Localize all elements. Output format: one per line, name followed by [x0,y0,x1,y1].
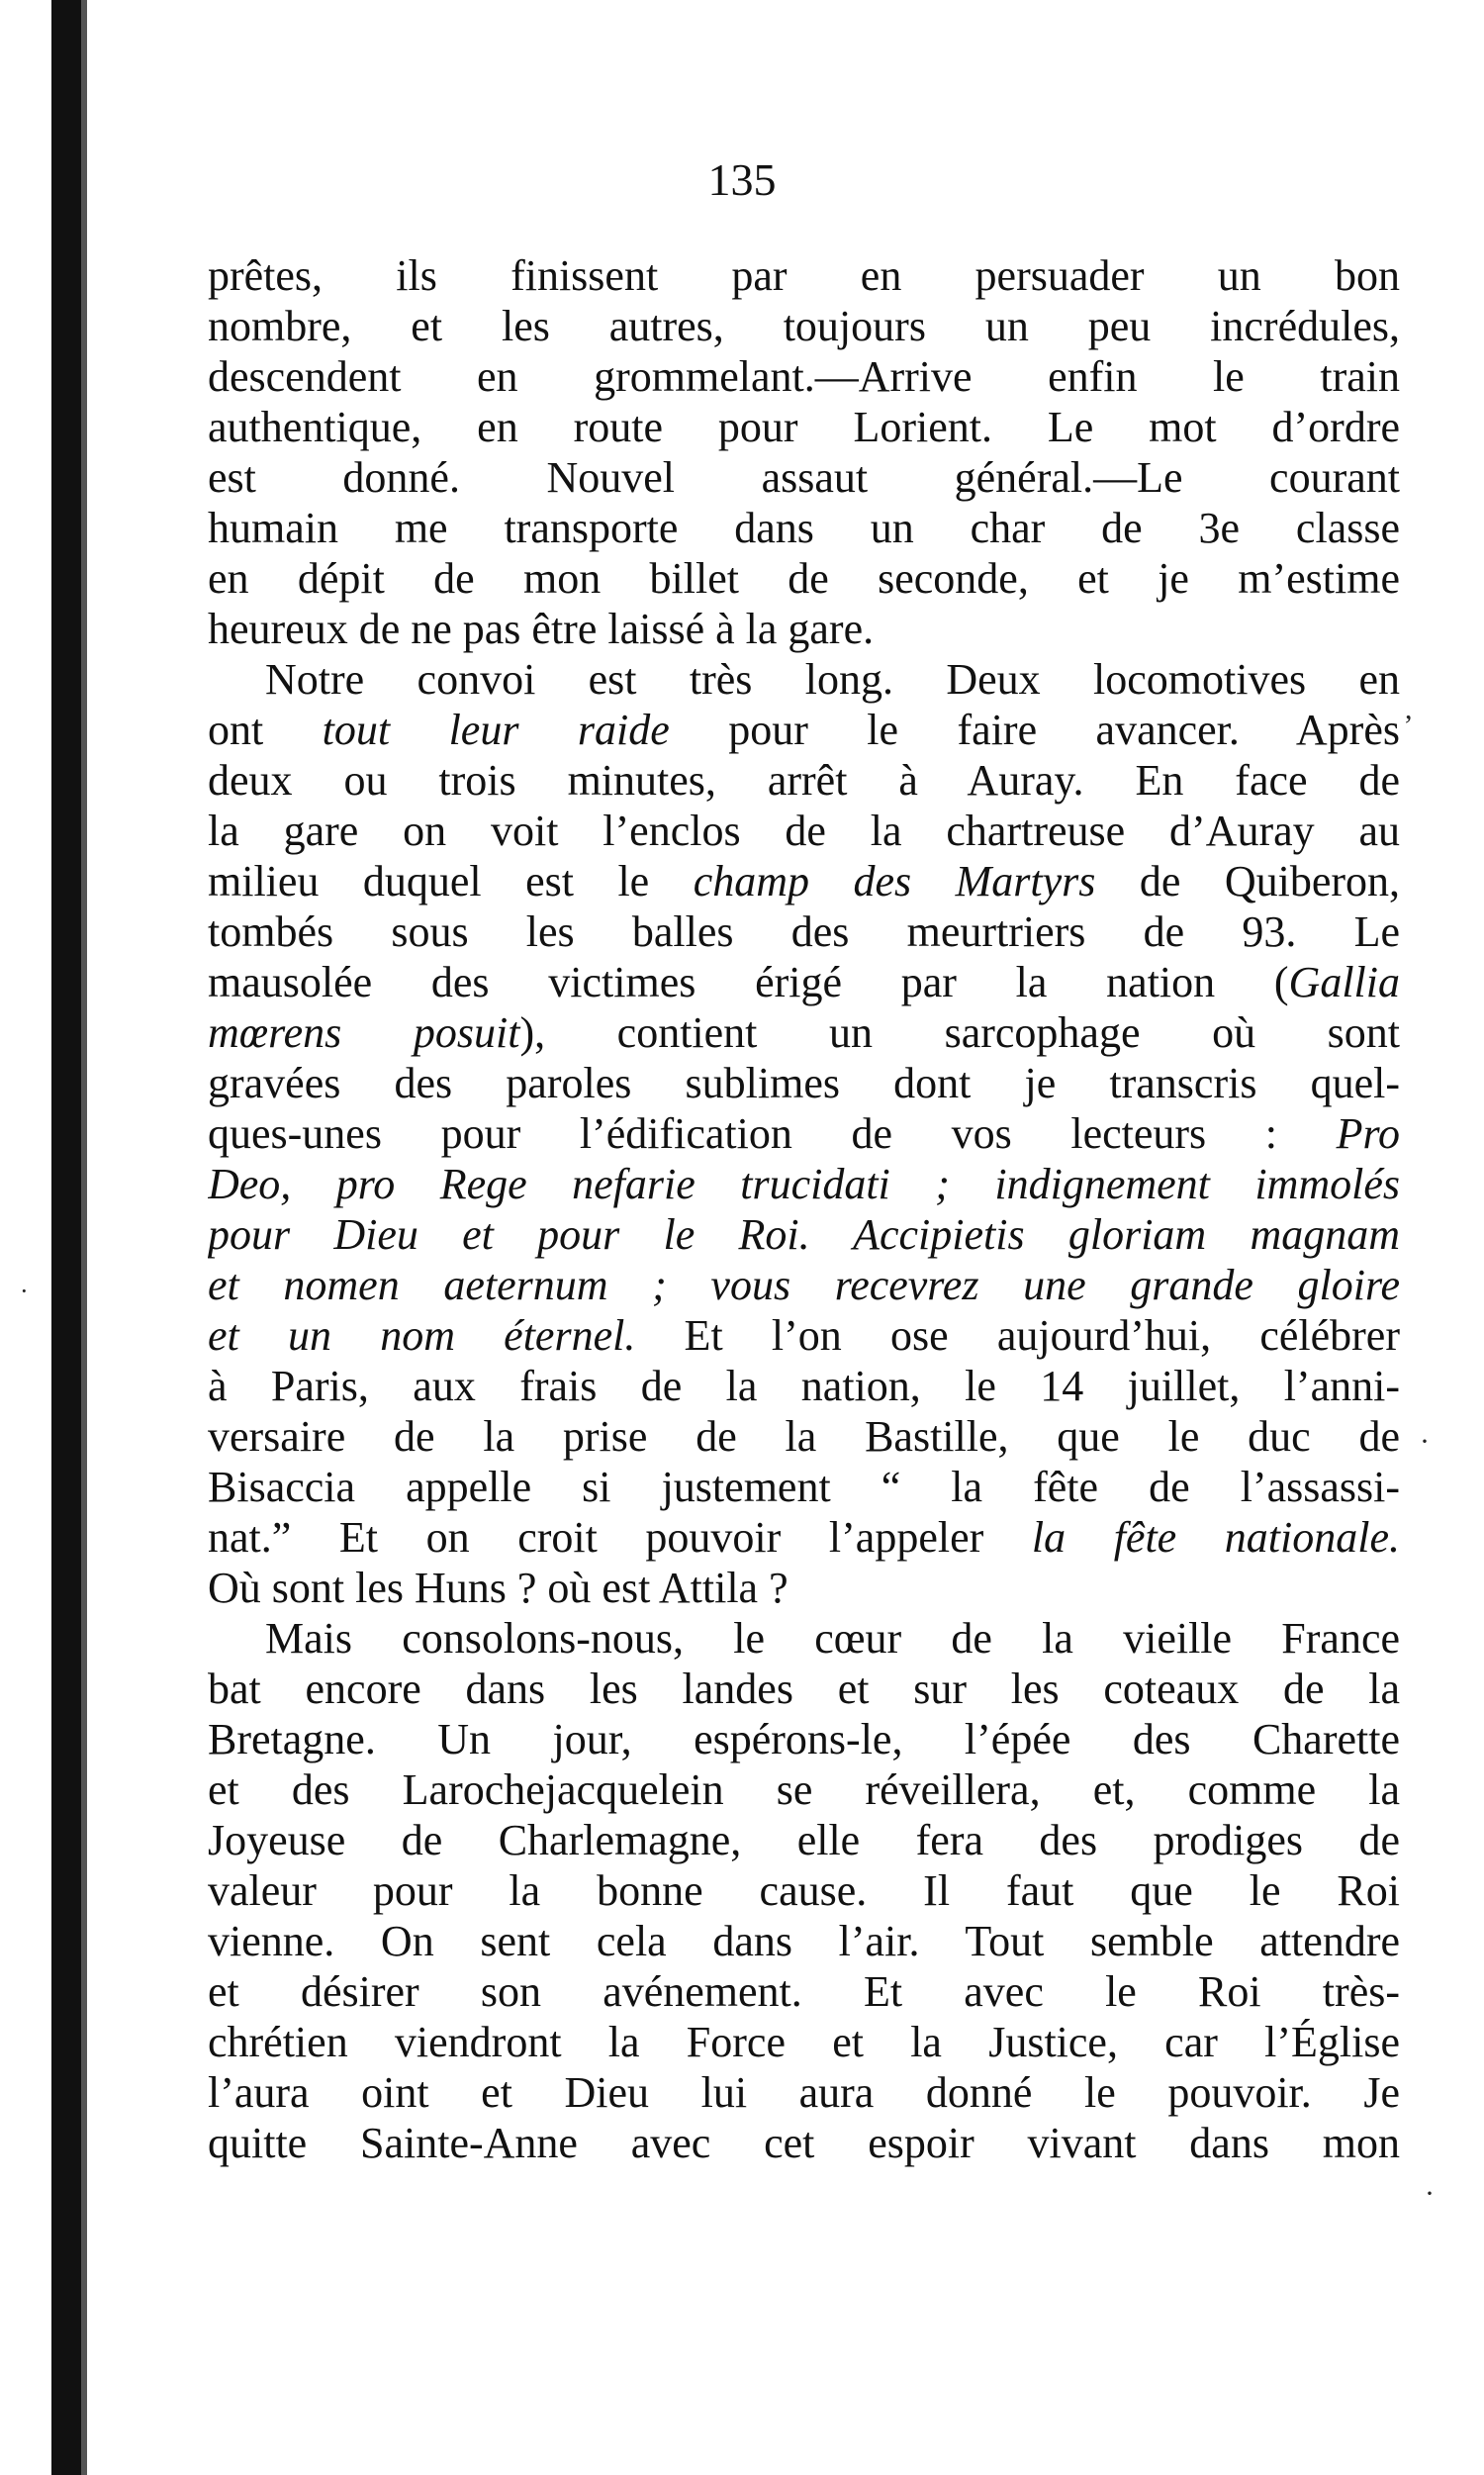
text-run: milieu duquel est le [208,857,694,905]
text-line [208,1462,1400,1512]
text-run: et désirer son avénement. Et avec le Roi très- [208,1967,1400,2016]
binding-shadow-edge [81,0,87,2475]
text-line [208,906,1400,957]
text-line [208,1815,1400,1865]
text-line [208,1916,1400,1966]
text-line [208,1058,1400,1108]
text-run: Mais consolons-nous, le cœur de la vieille France [265,1614,1400,1663]
text-run: nombre, et les autres, toujours un peu incrédules, [208,302,1400,350]
text-line [208,1007,1400,1058]
text-line [208,1411,1400,1462]
text-run: nat.” Et on croit pouvoir l’appeler [208,1513,1032,1562]
text-run: ), contient un sarcophage où sont [519,1008,1400,1057]
text-run: mausolée des victimes érigé par la nation ( [208,958,1289,1006]
text-line [208,1563,1400,1613]
text-line [208,856,1400,906]
text-line [208,2067,1400,2118]
text-line [208,301,1400,351]
text-run: à Paris, aux frais de la nation, le 14 juillet, l’anni- [208,1362,1400,1410]
scan-speck: · [1425,2177,1435,2210]
page-number: 135 [707,154,777,205]
text-run: bat encore dans les landes et sur les coteaux de la [208,1665,1400,1713]
italic-text: Gallia [1288,958,1400,1006]
text-run: Bretagne. Un jour, espérons-le, l’épée des Charette [208,1715,1400,1763]
text-line [208,1714,1400,1764]
scan-speck: · [20,1277,29,1305]
text-run: pour le faire avancer. Après [669,706,1400,754]
text-line [208,755,1400,806]
text-run: deux ou trois minutes, arrêt à Auray. En face de [208,756,1400,805]
text-line [208,1108,1400,1159]
text-run: tombés sous les balles des meurtriers de 93. Le [208,907,1400,956]
text-run: la gare on voit l’enclos de la chartreuse d’Auray au [208,807,1400,855]
text-line [208,250,1400,301]
text-run: Et l’on ose aujourd’hui, célébrer [635,1311,1400,1360]
text-line [208,503,1400,553]
text-run: Joyeuse de Charlemagne, elle fera des prodiges de [208,1816,1400,1864]
text-line [208,1159,1400,1209]
italic-text: Pro [1336,1109,1400,1158]
text-line [208,452,1400,503]
italic-text: la fête nationale. [1031,1513,1400,1562]
italic-text: tout leur raide [322,706,670,754]
text-run: en dépit de mon billet de seconde, et je m’estime [208,554,1400,603]
text-run: versaire de la prise de la Bastille, que le duc de [208,1412,1400,1461]
italic-text: champ des Martyrs [693,857,1096,905]
text-run: prêtes, ils finissent par en persuader un bon [208,251,1400,300]
text-line [208,1512,1400,1563]
text-run: de Quiberon, [1095,857,1400,905]
text-run: vienne. On sent cela dans l’air. Tout semble attendre [208,1917,1400,1965]
text-run: gravées des paroles sublimes dont je transcris quel- [208,1059,1400,1107]
text-run: ont [208,706,323,754]
text-line [208,1613,1400,1664]
text-run: valeur pour la bonne cause. Il faut que le Roi [208,1866,1400,1915]
text-run: Où sont les Huns ? où est Attila ? [208,1564,788,1612]
text-line [208,705,1400,755]
text-line [208,1664,1400,1714]
italic-text: et un nom éternel. [208,1311,636,1360]
text-line [208,553,1400,604]
text-line [208,957,1400,1007]
text-run: Notre convoi est très long. Deux locomotives en [265,655,1400,704]
italic-text: mœrens posuit [208,1008,520,1057]
text-line [208,351,1400,402]
text-line [208,1966,1400,2017]
text-run: Bisaccia appelle si justement “ la fête de l’assassi- [208,1463,1400,1511]
text-line [208,1310,1400,1361]
scan-speck: , [1405,693,1413,725]
text-line [208,1764,1400,1815]
text-line [208,1209,1400,1260]
text-run: descendent en grommelant.—Arrive enfin le train [208,352,1400,401]
binding-shadow [51,0,81,2475]
text-run: ques-unes pour l’édification de vos lecteurs : [208,1109,1337,1158]
text-run: authentique, en route pour Lorient. Le mot d’ordre [208,403,1400,451]
text-run: et des Larochejacquelein se réveillera, et, comme la [208,1765,1400,1814]
text-run: quitte Sainte-Anne avec cet espoir vivant dans mon [208,2119,1400,2167]
text-run: humain me transporte dans un char de 3e classe [208,504,1400,552]
italic-text: Deo, pro Rege nefarie trucidati ; indignement immolés [208,1160,1400,1208]
text-run: heureux de ne pas être laissé à la gare. [208,605,875,653]
text-line [208,654,1400,705]
text-line [208,2017,1400,2067]
text-line [208,2118,1400,2168]
italic-text: pour Dieu et pour le Roi. Accipietis gloriam magnam [208,1210,1400,1259]
scan-speck: · [1420,1425,1430,1458]
text-line [208,604,1400,654]
body-text [208,250,1400,2168]
text-run: chrétien viendront la Force et la Justice, car l’Église [208,2018,1400,2066]
text-run: est donné. Nouvel assaut général.—Le courant [208,453,1400,502]
italic-text: et nomen aeternum ; vous recevrez une grande gloire [208,1261,1400,1309]
text-line [208,1260,1400,1310]
text-line [208,1361,1400,1411]
text-line [208,1865,1400,1916]
text-line [208,402,1400,452]
text-run: l’aura oint et Dieu lui aura donné le pouvoir. Je [208,2068,1400,2117]
text-line [208,806,1400,856]
